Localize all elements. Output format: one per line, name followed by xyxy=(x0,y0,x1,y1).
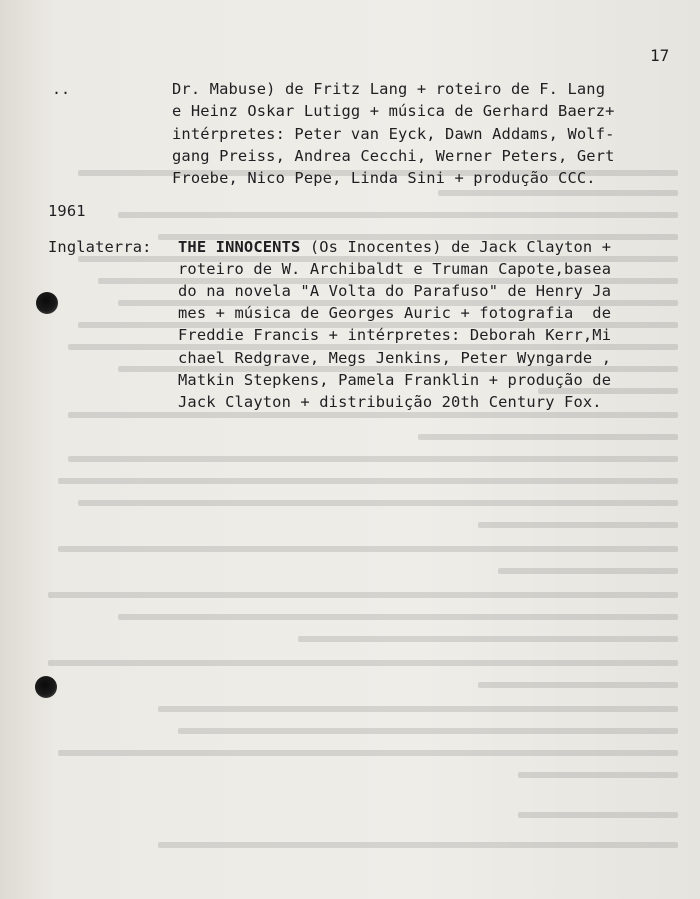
year-heading: 1961 xyxy=(48,202,86,220)
text-line: roteiro de W. Archibaldt e Truman Capote,basea xyxy=(178,260,612,278)
country-label: Inglaterra: xyxy=(48,238,152,256)
continuation-marker: .. xyxy=(52,80,71,98)
text-line: Matkin Stepkens, Pamela Franklin + produção de xyxy=(178,371,612,389)
text-line: intérpretes: Peter van Eyck, Dawn Addams, Wolf- xyxy=(172,125,615,143)
text-line: Freddie Francis + intérpretes: Deborah Kerr,Mi xyxy=(178,326,612,344)
text-line: Froebe, Nico Pepe, Linda Sini + produção CCC. xyxy=(172,169,596,187)
text-line: Jack Clayton + distribuição 20th Century Fox. xyxy=(178,393,602,411)
film-title: THE INNOCENTS xyxy=(178,238,301,256)
text-line: chael Redgrave, Megs Jenkins, Peter Wyngarde , xyxy=(178,349,612,367)
binder-hole-top xyxy=(36,292,58,314)
text-line: gang Preiss, Andrea Cecchi, Werner Peters, Gert xyxy=(172,147,615,165)
binder-hole-bottom xyxy=(35,676,57,698)
text-line: e Heinz Oskar Lutigg + música de Gerhard Baerz+ xyxy=(172,102,615,120)
entry-first-line xyxy=(178,238,611,256)
text-line: do na novela "A Volta do Parafuso" de Henry Ja xyxy=(178,282,612,300)
page-number: 17 xyxy=(650,46,670,65)
entry-first-line-rest: (Os Inocentes) de Jack Clayton + xyxy=(300,238,612,256)
text-line: mes + música de Georges Auric + fotografia de xyxy=(178,304,612,322)
text-line: Dr. Mabuse) de Fritz Lang + roteiro de F. Lang xyxy=(172,80,606,98)
